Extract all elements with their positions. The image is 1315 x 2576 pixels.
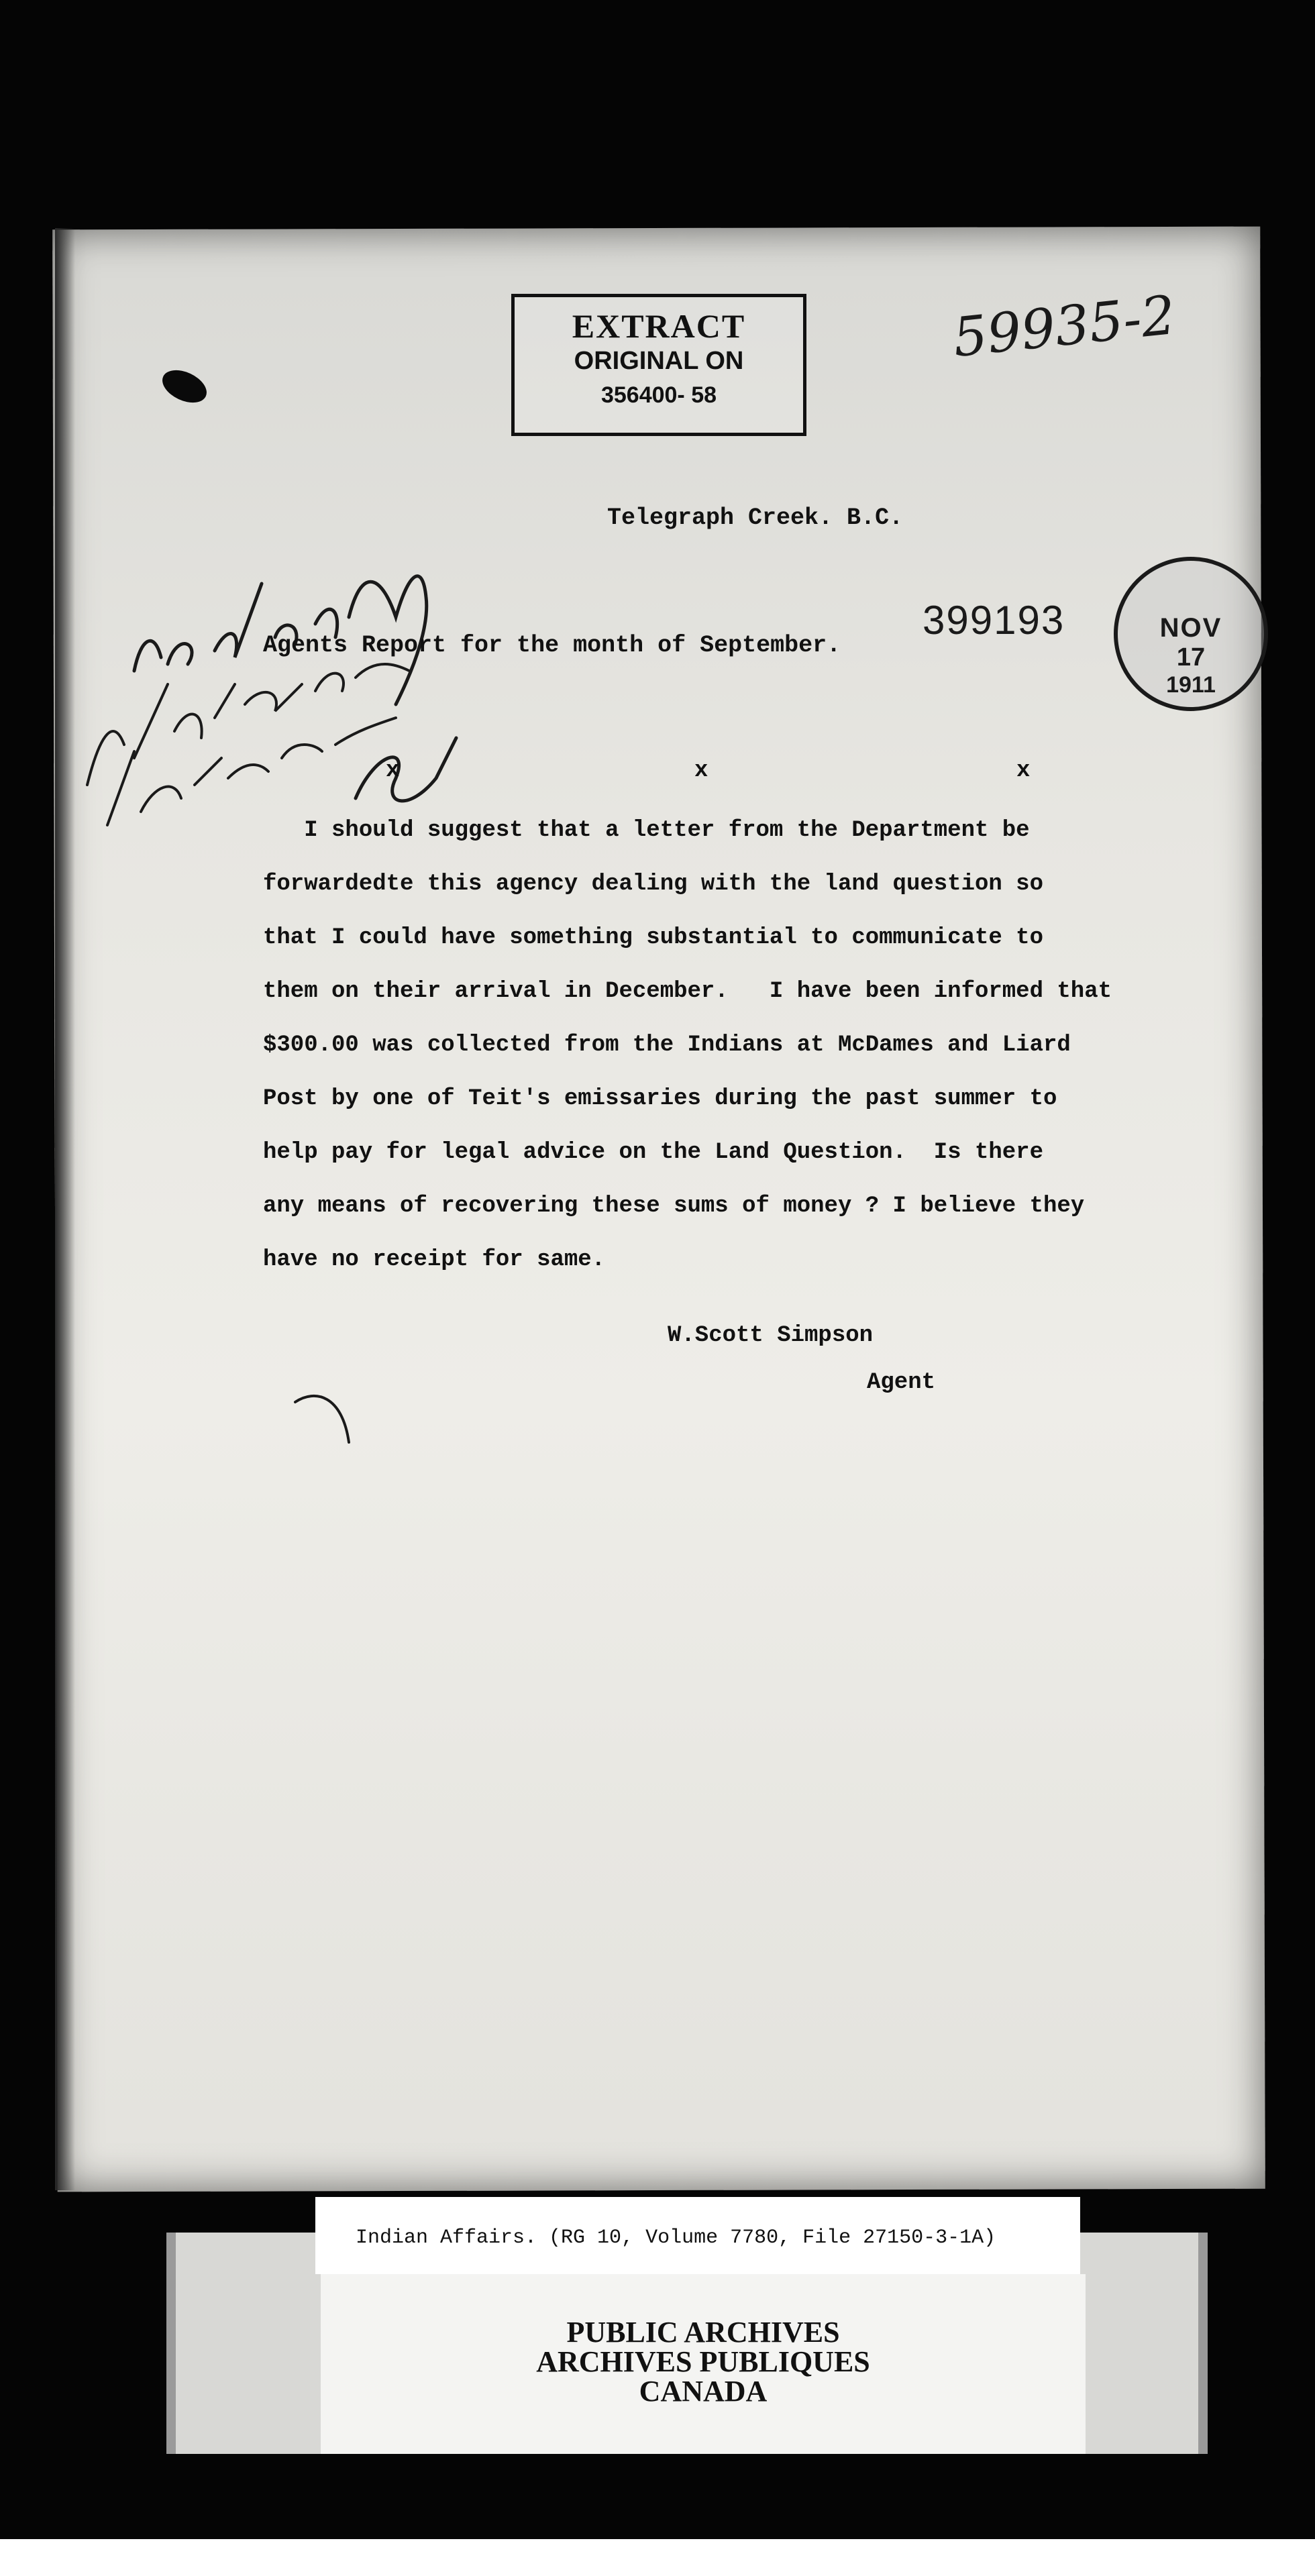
body-line: them on their arrival in December. I have been informed that bbox=[263, 979, 1112, 1004]
body-line: forwardedte this agency dealing with the land question so bbox=[263, 871, 1043, 897]
signature-name: W.Scott Simpson bbox=[668, 1323, 874, 1348]
extract-stamp bbox=[511, 294, 806, 436]
signature-title: Agent bbox=[867, 1370, 936, 1395]
place-heading: Telegraph Creek. B.C. bbox=[607, 504, 904, 531]
separator-x-2: x bbox=[694, 758, 708, 784]
letter-body bbox=[263, 804, 1112, 1287]
archive-line-2: ARCHIVES PUBLIQUES bbox=[536, 2345, 870, 2378]
date-stamp-year: 1911 bbox=[1166, 672, 1216, 698]
date-stamp-month: NOV bbox=[1159, 613, 1222, 643]
body-line: I should suggest that a letter from the Department be bbox=[263, 818, 1030, 843]
body-line: that I could have something substantial to communicate to bbox=[263, 925, 1043, 951]
stamp-subtitle: ORIGINAL ON bbox=[574, 347, 744, 375]
archive-line-3: CANADA bbox=[639, 2375, 768, 2408]
bottom-margin bbox=[0, 2539, 1315, 2576]
handwritten-file-number: 59935-2 bbox=[950, 283, 1179, 370]
body-line: $300.00 was collected from the Indians at McDames and Liard bbox=[263, 1032, 1071, 1058]
body-line: have no receipt for same. bbox=[263, 1247, 606, 1273]
stamp-title: EXTRACT bbox=[572, 307, 746, 345]
body-line: Post by one of Teit's emissaries during the past summer to bbox=[263, 1086, 1057, 1112]
archive-stamp bbox=[321, 2274, 1086, 2454]
date-stamp-day: 17 bbox=[1176, 643, 1206, 672]
body-line: help pay for legal advice on the Land Question. Is there bbox=[263, 1140, 1043, 1165]
archive-line-1: PUBLIC ARCHIVES bbox=[566, 2316, 840, 2349]
body-line: any means of recovering these sums of money ? I believe they bbox=[263, 1193, 1085, 1219]
stamped-number: 399193 bbox=[923, 598, 1065, 643]
report-heading: Agents Report for the month of September. bbox=[263, 632, 841, 659]
archive-reference-label: Indian Affairs. (RG 10, Volume 7780, File 27150-3-1A) bbox=[315, 2197, 1080, 2274]
date-stamp bbox=[1114, 557, 1268, 711]
pencil-mark bbox=[288, 1389, 362, 1449]
separator-x-3: x bbox=[1016, 758, 1031, 784]
stamp-file-number: 356400- 58 bbox=[600, 382, 717, 408]
separator-x-1: x bbox=[386, 758, 400, 784]
